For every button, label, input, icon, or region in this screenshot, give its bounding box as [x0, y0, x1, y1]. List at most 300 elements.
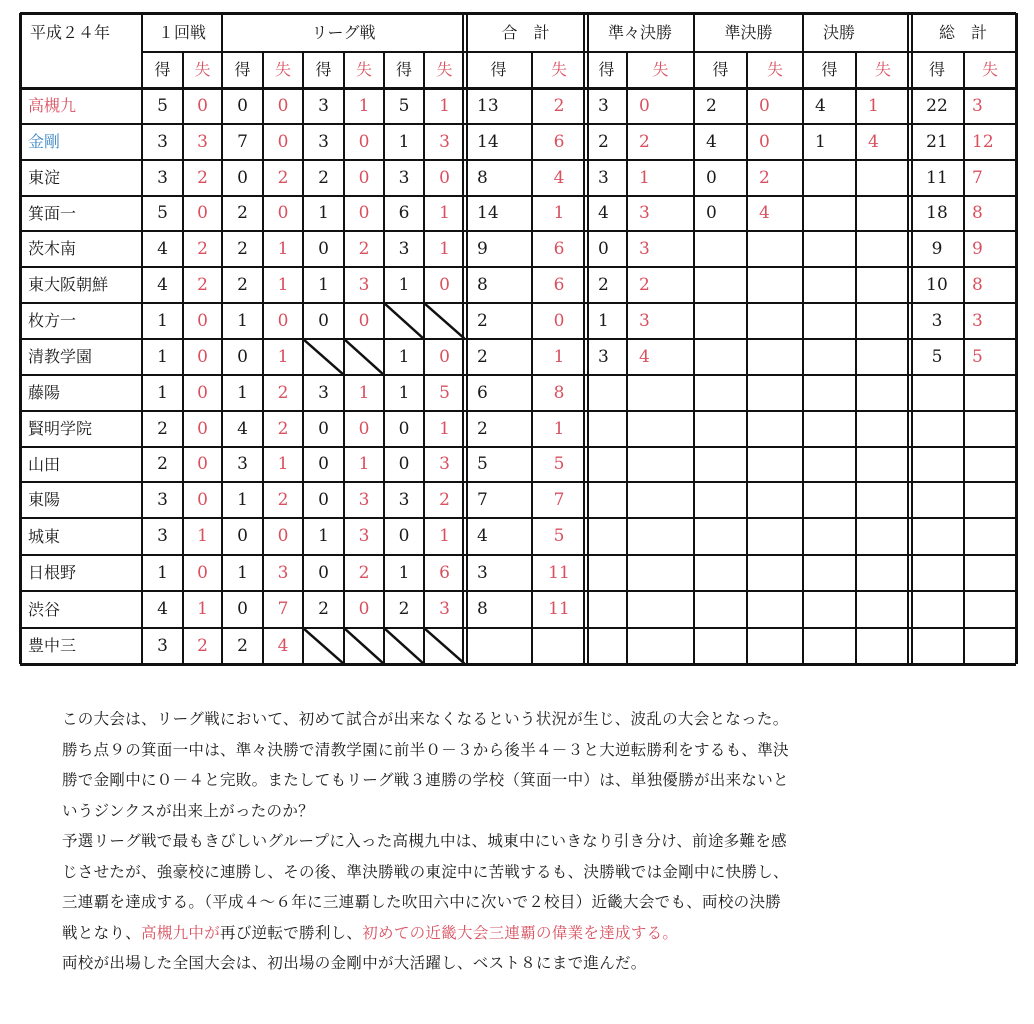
- runs-lost: 3: [972, 95, 983, 116]
- lost-label: 失: [436, 60, 453, 79]
- runs-scored: 2: [237, 238, 248, 259]
- runs-scored: 4: [815, 95, 826, 116]
- runs-lost: 2: [277, 489, 289, 510]
- runs-lost: 2: [639, 274, 650, 295]
- grid-line-v: [531, 52, 533, 664]
- runs-scored: 1: [398, 274, 410, 295]
- runs-scored: 3: [598, 346, 609, 367]
- runs-lost: 2: [277, 167, 289, 188]
- runs-lost: 0: [197, 203, 208, 223]
- runs-lost: 1: [277, 346, 289, 367]
- highlighted-text: 高槻九中が: [141, 923, 221, 942]
- runs-scored: 4: [598, 203, 609, 223]
- highlighted-text: 初めての近畿大会三連覇の偉業を達成する。: [362, 923, 679, 942]
- runs-lost: 12: [972, 131, 994, 152]
- commentary-line: [62, 796, 1022, 827]
- runs-lost: 2: [439, 489, 450, 510]
- runs-lost: 6: [553, 238, 565, 259]
- grid-line-v: [182, 52, 184, 664]
- runs-lost: 3: [439, 131, 450, 152]
- runs-scored: 5: [157, 203, 168, 223]
- runs-scored: 1: [398, 562, 410, 583]
- commentary: [62, 704, 1022, 979]
- runs-scored: 1: [237, 310, 248, 331]
- runs-scored: 3: [931, 310, 943, 331]
- runs-lost: 2: [553, 95, 565, 116]
- runs-lost: 8: [972, 203, 983, 223]
- runs-lost: 0: [197, 382, 208, 403]
- runs-lost: 2: [639, 131, 650, 152]
- runs-lost: 2: [358, 562, 370, 583]
- team-name: 渋谷: [28, 599, 61, 619]
- grid-line-h: [20, 338, 1016, 340]
- grid-line-h: [20, 410, 1016, 412]
- runs-scored: 2: [477, 310, 488, 331]
- header-semifinal: 準決勝: [724, 22, 773, 42]
- runs-scored: 2: [237, 274, 248, 295]
- runs-lost: 4: [553, 167, 565, 188]
- text-segment: 戦となり、: [62, 923, 142, 942]
- runs-scored: 4: [706, 131, 717, 152]
- runs-lost: 4: [277, 635, 289, 656]
- text-segment: 再び逆転で勝利し、: [220, 923, 363, 942]
- grid-line-v: [262, 52, 264, 664]
- score-label: 得: [315, 60, 332, 79]
- grid-line-h: [20, 374, 1016, 377]
- team-name: 清教学園: [28, 347, 93, 366]
- runs-scored: 3: [398, 238, 410, 259]
- runs-scored: 10: [926, 274, 948, 295]
- team-name: 金剛: [28, 132, 61, 151]
- runs-lost: 0: [358, 310, 370, 331]
- runs-lost: 3: [358, 489, 370, 510]
- no-game-slash: [384, 303, 424, 339]
- runs-scored: 3: [318, 382, 329, 403]
- runs-scored: 14: [477, 131, 499, 152]
- runs-scored: 2: [157, 454, 168, 474]
- runs-scored: 0: [318, 489, 329, 510]
- runs-scored: 13: [477, 95, 499, 116]
- text-segment: 予選リーグ戦で最もきびしいグループに入った高槻九中は、城東中にいきなり引き分け、前途多難を感: [62, 832, 787, 850]
- runs-scored: 3: [157, 167, 168, 188]
- runs-lost: 3: [639, 310, 650, 331]
- header-total: 総 計: [938, 22, 987, 42]
- runs-scored: 4: [157, 274, 168, 295]
- runs-lost: 1: [277, 238, 289, 259]
- runs-lost: 1: [439, 95, 450, 116]
- runs-lost: 1: [868, 95, 879, 116]
- grid-line-v: [583, 13, 585, 664]
- runs-scored: 2: [318, 599, 329, 619]
- header-final: 決勝: [823, 22, 856, 42]
- grid-line-h: [20, 446, 1016, 448]
- header-quarterfinal: 準々決勝: [607, 22, 672, 42]
- runs-lost: 0: [277, 131, 289, 152]
- runs-lost: 9: [972, 238, 983, 259]
- lost-label: 失: [355, 60, 372, 79]
- runs-lost: 5: [553, 526, 565, 546]
- no-game-slash: [424, 628, 465, 664]
- runs-scored: 4: [237, 418, 248, 439]
- team-name: 茨木南: [28, 239, 77, 258]
- runs-lost: 3: [277, 562, 289, 583]
- runs-lost: 0: [277, 203, 289, 223]
- runs-scored: 1: [398, 346, 410, 367]
- runs-lost: 0: [197, 489, 208, 510]
- runs-lost: 2: [197, 635, 208, 656]
- runs-lost: 0: [197, 562, 208, 583]
- runs-lost: 6: [439, 562, 450, 583]
- grid-line-v: [911, 13, 913, 664]
- no-game-slash: [344, 339, 384, 375]
- runs-lost: 3: [358, 526, 370, 546]
- runs-lost: 1: [439, 418, 450, 439]
- lost-label: 失: [981, 60, 998, 79]
- runs-lost: 2: [197, 274, 208, 295]
- grid-line-h: [20, 87, 1016, 90]
- grid-line-v: [693, 13, 696, 664]
- runs-scored: 0: [237, 95, 248, 116]
- team-name: 箕面一: [28, 203, 77, 223]
- runs-scored: 6: [477, 382, 488, 403]
- runs-lost: 1: [439, 238, 450, 259]
- commentary-line: [62, 765, 1022, 796]
- runs-lost: 0: [439, 167, 450, 188]
- grid-line-h: [20, 159, 1016, 161]
- runs-scored: 0: [318, 562, 329, 583]
- score-label: 得: [821, 60, 838, 79]
- runs-lost: 1: [639, 167, 650, 188]
- score-label: 得: [928, 60, 945, 79]
- runs-scored: 0: [398, 526, 410, 546]
- runs-scored: 3: [398, 489, 410, 510]
- score-label: 得: [490, 60, 507, 79]
- runs-lost: 3: [358, 274, 370, 295]
- no-game-slash: [303, 628, 344, 664]
- runs-scored: 1: [157, 382, 168, 403]
- runs-lost: 7: [972, 167, 983, 188]
- commentary-line: [62, 857, 1022, 888]
- commentary-line: [62, 948, 1022, 979]
- grid-line-h: [20, 230, 1016, 233]
- runs-scored: 8: [477, 167, 488, 188]
- runs-scored: 3: [157, 526, 168, 546]
- runs-scored: 3: [398, 167, 410, 188]
- runs-lost: 1: [197, 599, 208, 619]
- runs-lost: 2: [277, 382, 289, 403]
- runs-scored: 6: [398, 203, 410, 223]
- runs-lost: 0: [439, 274, 450, 295]
- header-league: リーグ戦: [311, 22, 376, 42]
- runs-lost: 4: [759, 203, 770, 223]
- runs-lost: 5: [553, 454, 565, 474]
- runs-lost: 1: [553, 418, 565, 439]
- runs-scored: 0: [706, 203, 717, 223]
- commentary-line: [62, 735, 1022, 766]
- runs-scored: 7: [477, 489, 488, 510]
- team-name: 東淀: [28, 168, 61, 187]
- runs-scored: 2: [237, 635, 248, 656]
- runs-lost: 0: [197, 418, 208, 439]
- runs-scored: 2: [398, 599, 410, 619]
- team-name: 豊中三: [28, 636, 77, 655]
- runs-lost: 0: [277, 526, 289, 546]
- runs-lost: 1: [277, 274, 289, 295]
- team-name: 東陽: [28, 490, 61, 509]
- runs-scored: 1: [157, 346, 168, 367]
- grid-line-v: [462, 13, 464, 664]
- text-segment: いうジンクスが出来上がったのか？: [62, 801, 314, 820]
- runs-lost: 1: [358, 382, 370, 403]
- runs-lost: 6: [553, 274, 565, 295]
- runs-lost: 7: [277, 599, 289, 619]
- lost-label: 失: [652, 60, 669, 79]
- runs-lost: 1: [553, 346, 565, 367]
- grid-line-v: [221, 13, 224, 664]
- runs-lost: 1: [197, 526, 208, 546]
- team-name: 賢明学院: [28, 419, 93, 438]
- runs-lost: 0: [759, 95, 770, 116]
- runs-lost: 0: [277, 310, 289, 331]
- runs-lost: 5: [439, 382, 450, 403]
- no-game-slash: [344, 628, 384, 664]
- grid-line-v: [141, 13, 144, 664]
- runs-lost: 0: [277, 95, 289, 116]
- grid-line-v: [626, 52, 628, 664]
- runs-lost: 0: [197, 454, 208, 474]
- runs-lost: 3: [439, 454, 450, 474]
- runs-scored: 3: [598, 167, 609, 188]
- runs-lost: 3: [972, 310, 983, 331]
- runs-lost: 5: [972, 346, 983, 367]
- runs-lost: 4: [868, 131, 879, 152]
- team-name: 山田: [28, 454, 61, 474]
- grid-line-v: [1015, 13, 1018, 664]
- runs-lost: 3: [439, 599, 450, 619]
- runs-scored: 0: [237, 526, 248, 546]
- team-name: 日根野: [28, 563, 77, 582]
- runs-lost: 8: [553, 382, 565, 403]
- runs-lost: 4: [639, 346, 650, 367]
- grid-line-h: [20, 195, 1016, 197]
- runs-scored: 0: [706, 167, 717, 188]
- grid-line-h: [20, 554, 1016, 556]
- runs-scored: 0: [398, 418, 410, 439]
- runs-scored: 1: [237, 489, 248, 510]
- runs-scored: 4: [477, 526, 488, 546]
- runs-scored: 2: [157, 418, 168, 439]
- grid-line-v: [907, 13, 909, 664]
- runs-lost: 0: [197, 346, 208, 367]
- runs-lost: 2: [277, 418, 289, 439]
- runs-lost: 0: [197, 95, 208, 116]
- runs-scored: 1: [237, 562, 248, 583]
- commentary-line: [62, 704, 1022, 735]
- grid-line-v: [587, 13, 589, 664]
- runs-lost: 0: [358, 599, 370, 619]
- grid-line-h: [20, 627, 1016, 629]
- team-name: 城東: [28, 526, 61, 546]
- grid-line-h: [20, 123, 1016, 125]
- grid-line-h: [20, 266, 1016, 268]
- runs-scored: 8: [477, 599, 488, 619]
- score-label: 得: [712, 60, 729, 79]
- runs-scored: 1: [815, 131, 826, 152]
- runs-scored: 5: [931, 346, 943, 367]
- grid-line-h: [20, 517, 1016, 520]
- runs-scored: 2: [598, 131, 609, 152]
- runs-scored: 11: [926, 167, 948, 188]
- lost-label: 失: [550, 60, 567, 79]
- header-round1: １回戦: [157, 22, 206, 42]
- runs-scored: 9: [931, 238, 943, 259]
- score-label: 得: [598, 60, 615, 79]
- runs-scored: 2: [706, 95, 717, 116]
- grid-line-h: [20, 590, 1016, 592]
- grid-line-h: [20, 663, 1016, 666]
- text-segment: じさせたが、強豪校に連勝し、その後、準決勝戦の東淀中に苦戦するも、決勝戦では金剛中に快勝し、: [62, 862, 789, 881]
- commentary-line: [62, 887, 1022, 918]
- runs-scored: 1: [398, 382, 410, 403]
- runs-scored: 0: [318, 418, 329, 439]
- runs-scored: 0: [318, 454, 329, 474]
- runs-lost: 0: [197, 310, 208, 331]
- runs-lost: 2: [197, 167, 208, 188]
- runs-scored: 3: [237, 454, 248, 474]
- runs-scored: 4: [157, 599, 168, 619]
- runs-lost: 1: [358, 95, 370, 116]
- runs-scored: 3: [477, 562, 488, 583]
- text-segment: 勝で金剛中に０－４と完敗。またしてもリーグ戦３連勝の学校（箕面一中）は、単独優勝が出来ないと: [62, 771, 789, 789]
- grid-line-h: [20, 12, 1016, 15]
- runs-lost: 1: [553, 203, 565, 223]
- text-segment: 三連覇を達成する。（平成４～６年に三連覇した吹田六中に次いで２校目）近畿大会でも、両校の決勝: [62, 893, 782, 911]
- runs-lost: 8: [972, 274, 983, 295]
- lost-label: 失: [274, 60, 291, 79]
- runs-scored: 8: [477, 274, 488, 295]
- runs-lost: 2: [759, 167, 770, 188]
- grid-line-v: [746, 52, 748, 664]
- text-segment: 両校が出場した全国大会は、初出場の金剛中が大活躍し、ベスト８にまで進んだ。: [62, 954, 647, 972]
- team-name: 高槻九: [28, 96, 77, 115]
- runs-scored: 9: [477, 238, 488, 259]
- runs-scored: 0: [598, 238, 609, 259]
- runs-lost: 7: [553, 489, 565, 510]
- runs-scored: 3: [157, 635, 168, 656]
- grid-line-h: [20, 302, 1016, 304]
- runs-scored: 2: [477, 418, 488, 439]
- runs-scored: 1: [157, 562, 168, 583]
- grid-line-v: [802, 13, 805, 664]
- lost-label: 失: [874, 60, 891, 79]
- runs-scored: 1: [318, 526, 329, 546]
- runs-scored: 3: [318, 95, 329, 116]
- runs-scored: 0: [237, 167, 248, 188]
- no-game-slash: [384, 628, 424, 664]
- no-game-slash: [303, 339, 344, 375]
- text-segment: 勝ち点９の箕面一中は、準々決勝で清教学園に前半０－３から後半４－３と大逆転勝利をするも、準決: [62, 740, 789, 759]
- runs-scored: 1: [318, 203, 329, 223]
- grid-line-v: [855, 52, 857, 664]
- runs-lost: 11: [548, 599, 570, 619]
- grid-line-v: [963, 52, 965, 664]
- runs-lost: 2: [197, 238, 208, 259]
- team-name: 枚方一: [28, 311, 77, 330]
- runs-scored: 0: [318, 238, 329, 259]
- grid-line-v: [343, 52, 345, 664]
- runs-scored: 0: [398, 454, 410, 474]
- runs-scored: 14: [477, 203, 499, 223]
- runs-scored: 1: [398, 131, 410, 152]
- runs-scored: 0: [237, 346, 248, 367]
- runs-scored: 2: [598, 274, 609, 295]
- runs-scored: 2: [237, 203, 248, 223]
- runs-lost: 0: [358, 203, 370, 223]
- text-segment: この大会は、リーグ戦において、初めて試合が出来なくなるという状況が生じ、波乱の大会となった。: [62, 710, 789, 728]
- score-label: 得: [395, 60, 412, 79]
- runs-lost: 0: [639, 95, 650, 116]
- runs-lost: 1: [358, 454, 370, 474]
- runs-scored: 3: [157, 131, 168, 152]
- grid-line-h: [142, 51, 1016, 53]
- runs-scored: 18: [926, 203, 948, 223]
- runs-scored: 4: [157, 238, 168, 259]
- runs-lost: 3: [197, 131, 208, 152]
- team-name: 藤陽: [28, 383, 61, 402]
- runs-scored: 5: [477, 454, 488, 474]
- runs-lost: 1: [439, 526, 450, 546]
- runs-lost: 1: [277, 454, 289, 474]
- runs-scored: 1: [318, 274, 329, 295]
- runs-lost: 2: [358, 238, 370, 259]
- runs-scored: 7: [237, 131, 248, 152]
- runs-scored: 3: [318, 131, 329, 152]
- runs-scored: 22: [926, 95, 948, 116]
- runs-scored: 1: [237, 382, 248, 403]
- runs-scored: 5: [398, 95, 410, 116]
- runs-scored: 0: [318, 310, 329, 331]
- runs-scored: 3: [598, 95, 609, 116]
- runs-lost: 3: [639, 203, 650, 223]
- grid-line-v: [302, 52, 304, 664]
- runs-scored: 0: [237, 599, 248, 619]
- commentary-line: [62, 826, 1022, 857]
- runs-lost: 6: [553, 131, 565, 152]
- runs-scored: 2: [318, 167, 329, 188]
- runs-lost: 0: [358, 418, 370, 439]
- grid-line-v: [423, 52, 425, 664]
- score-label: 得: [234, 60, 251, 79]
- grid-line-v: [383, 52, 385, 664]
- lost-label: 失: [194, 60, 211, 79]
- runs-lost: 0: [553, 310, 565, 331]
- score-label: 得: [154, 60, 171, 79]
- grid-line-h: [20, 481, 1016, 483]
- team-name: 東大阪朝鮮: [28, 275, 109, 294]
- commentary-line: [62, 918, 1022, 949]
- no-game-slash: [424, 303, 465, 339]
- runs-scored: 2: [477, 346, 488, 367]
- runs-scored: 5: [157, 95, 168, 116]
- runs-lost: 0: [358, 131, 370, 152]
- grid-line-v: [466, 13, 468, 664]
- runs-lost: 3: [639, 238, 650, 259]
- runs-scored: 21: [926, 131, 948, 152]
- runs-scored: 1: [157, 310, 168, 331]
- lost-label: 失: [766, 60, 783, 79]
- runs-lost: 0: [439, 346, 450, 367]
- runs-scored: 1: [598, 310, 609, 331]
